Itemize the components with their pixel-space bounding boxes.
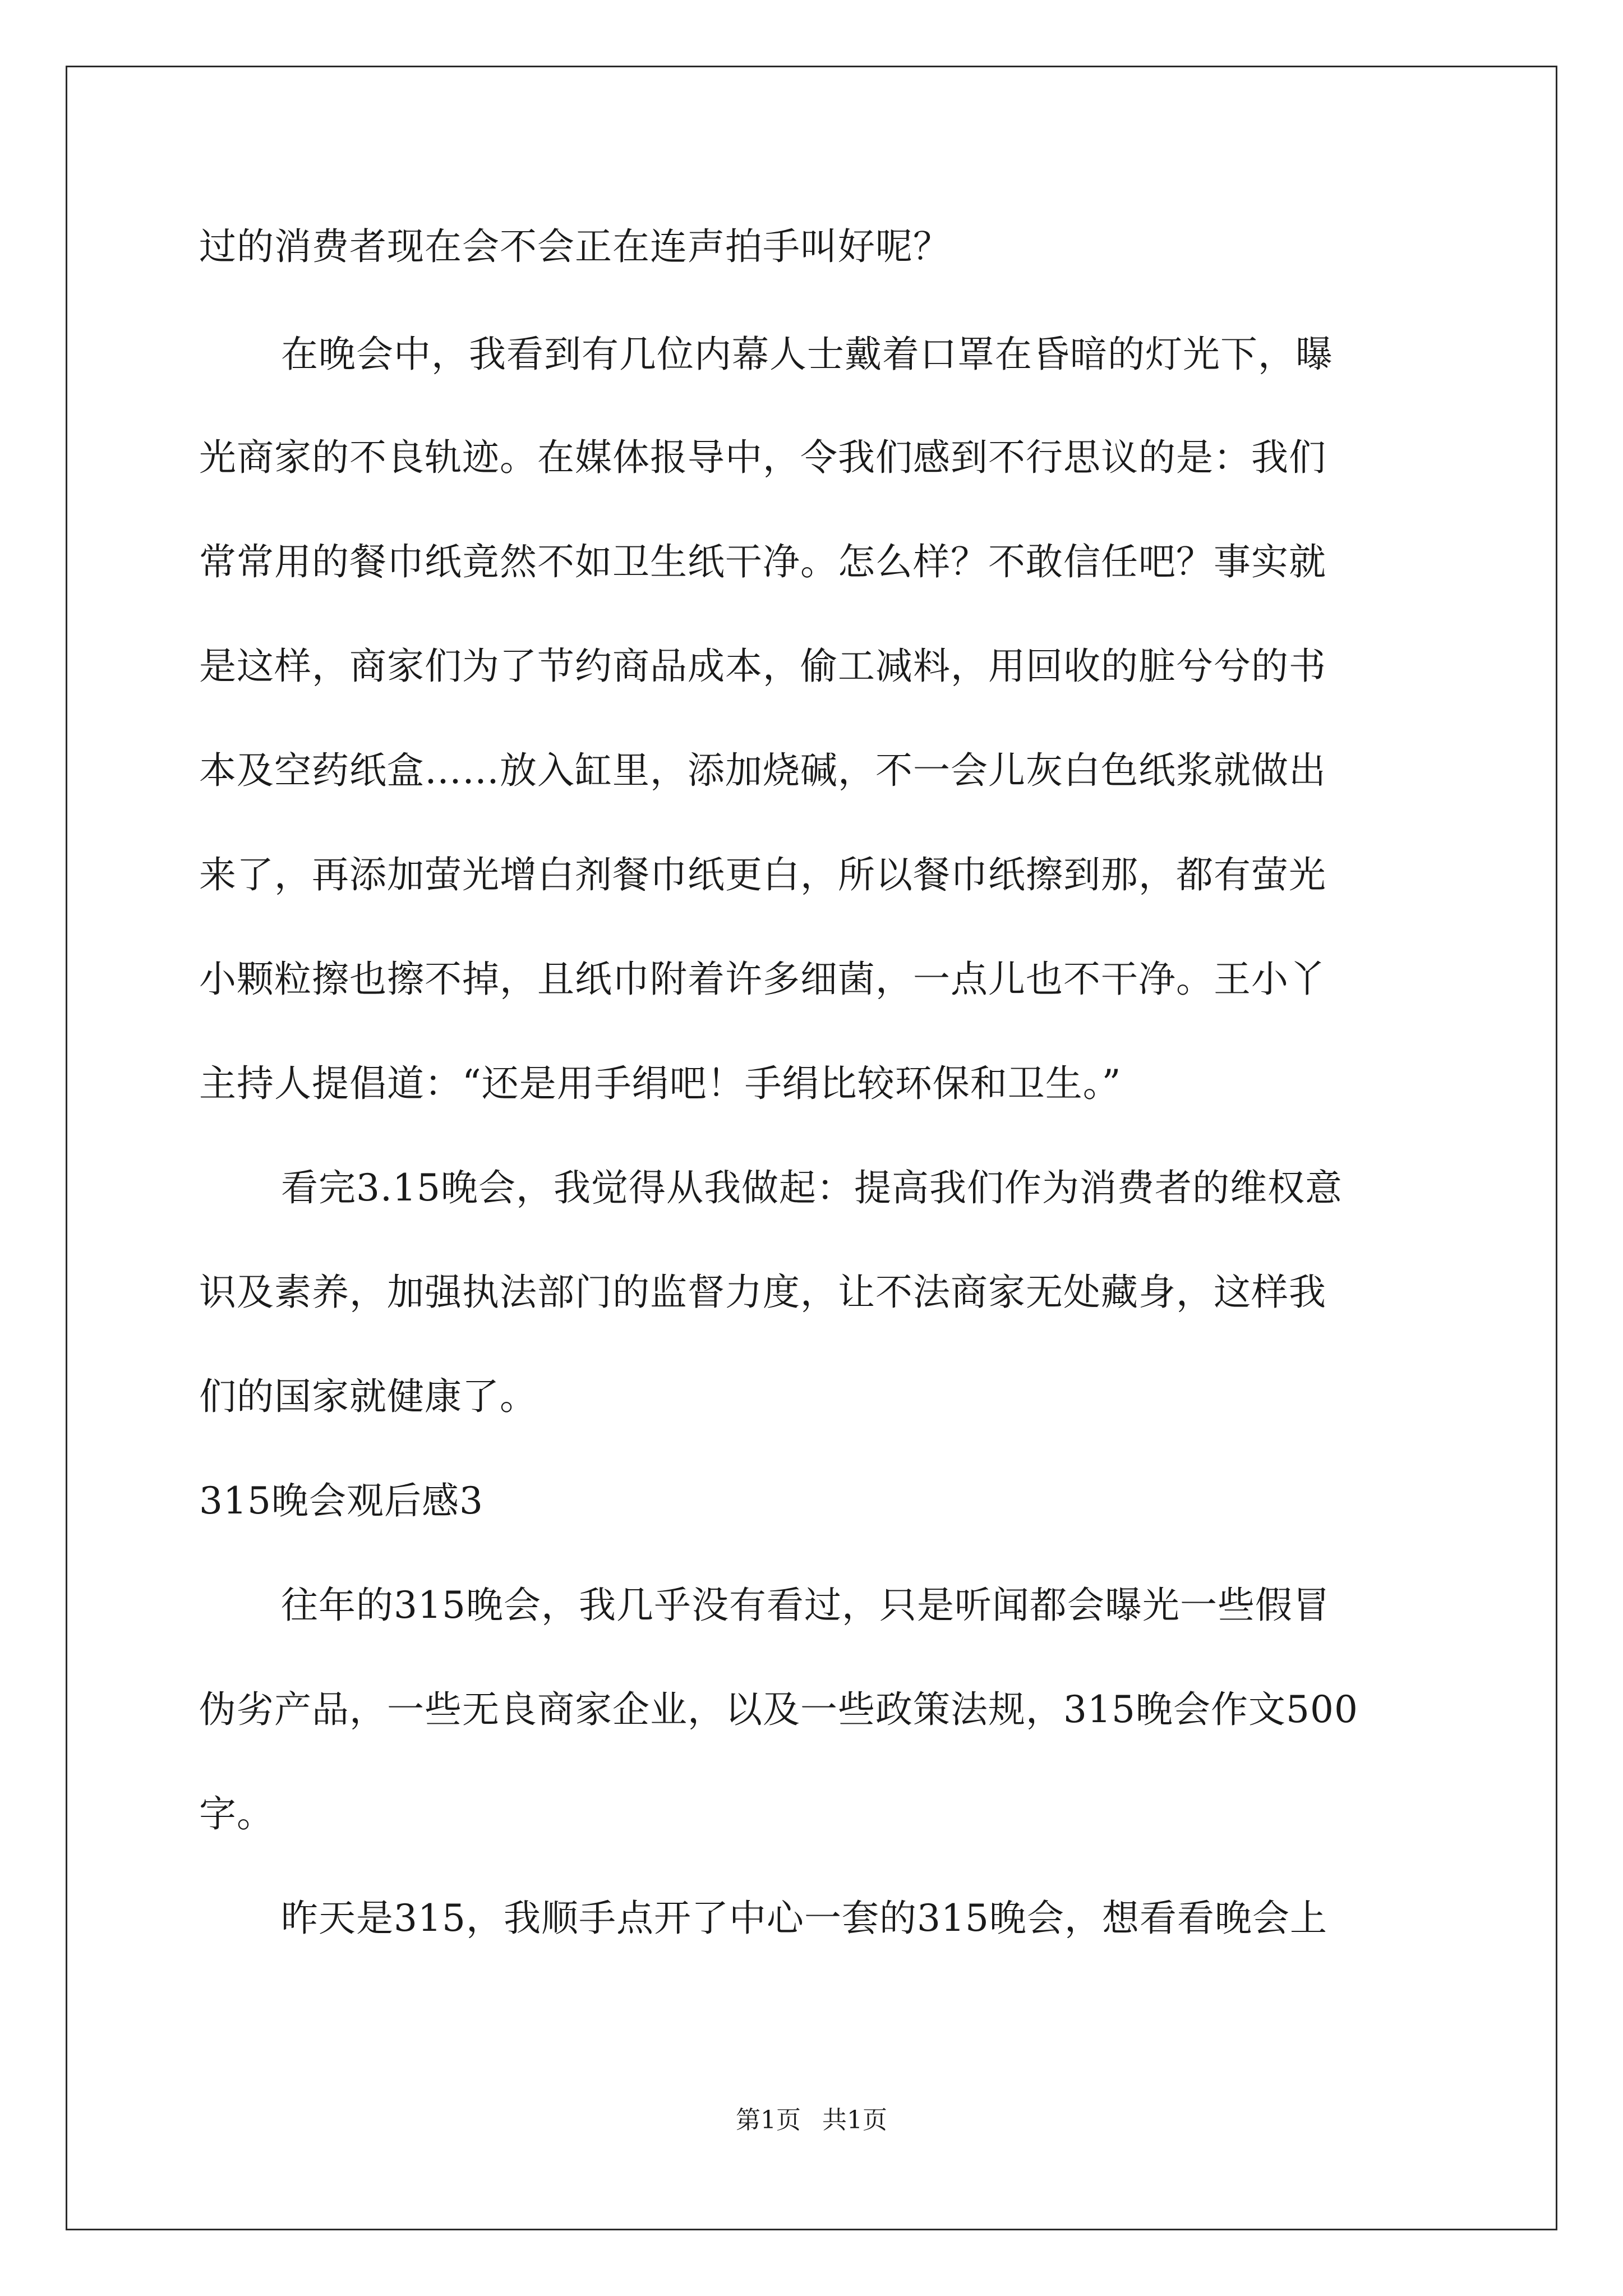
paragraph-start: 看完3.15晚会，我觉得从我做起：提高我们作为消费者的维权意 (281, 1166, 1343, 1209)
page-number: 第1页 (736, 2106, 801, 2134)
text-line: 伪劣产品，一些无良商家企业，以及一些政策法规，315晚会作文500 (199, 1688, 1358, 1731)
paragraph-start: 昨天是315，我顺手点开了中心一套的315晚会，想看看晚会上 (281, 1897, 1327, 1940)
text-line: 字。 (199, 1792, 274, 1835)
text-line: 来了，再添加萤光增白剂餐巾纸更白，所以餐巾纸擦到那，都有萤光 (199, 853, 1326, 896)
text-line: 是这样，商家们为了节约商品成本，偷工减料，用回收的脏兮兮的书 (199, 645, 1326, 688)
text-line: 小颗粒擦也擦不掉，且纸巾附着许多细菌，一点儿也不干净。王小丫 (199, 958, 1326, 1001)
paragraph-start: 在晚会中，我看到有几位内幕人士戴着口罩在昏暗的灯光下，曝 (281, 333, 1333, 376)
text-line: 常常用的餐巾纸竟然不如卫生纸干净。怎么样？不敢信任吧？事实就 (199, 540, 1326, 583)
text-line: 识及素养，加强执法部门的监督力度，让不法商家无处藏身，这样我 (199, 1271, 1326, 1314)
text-line: 光商家的不良轨迹。在媒体报导中，令我们感到不行思议的是：我们 (199, 436, 1326, 479)
page-total: 共1页 (822, 2106, 887, 2134)
text-line: 本及空药纸盒……放入缸里，添加烧碱，不一会儿灰白色纸浆就做出 (199, 749, 1326, 792)
page-footer (0, 2105, 1623, 2136)
text-line: 们的国家就健康了。 (199, 1375, 537, 1418)
text-line: 主持人提倡道：“还是用手绢吧！手绢比较环保和卫生。” (199, 1062, 1122, 1105)
paragraph-start: 往年的315晚会，我几乎没有看过，只是听闻都会曝光一些假冒 (281, 1584, 1330, 1627)
text-line: 过的消费者现在会不会正在连声拍手叫好呢？ (199, 225, 951, 268)
section-heading: 315晚会观后感3 (199, 1479, 483, 1522)
